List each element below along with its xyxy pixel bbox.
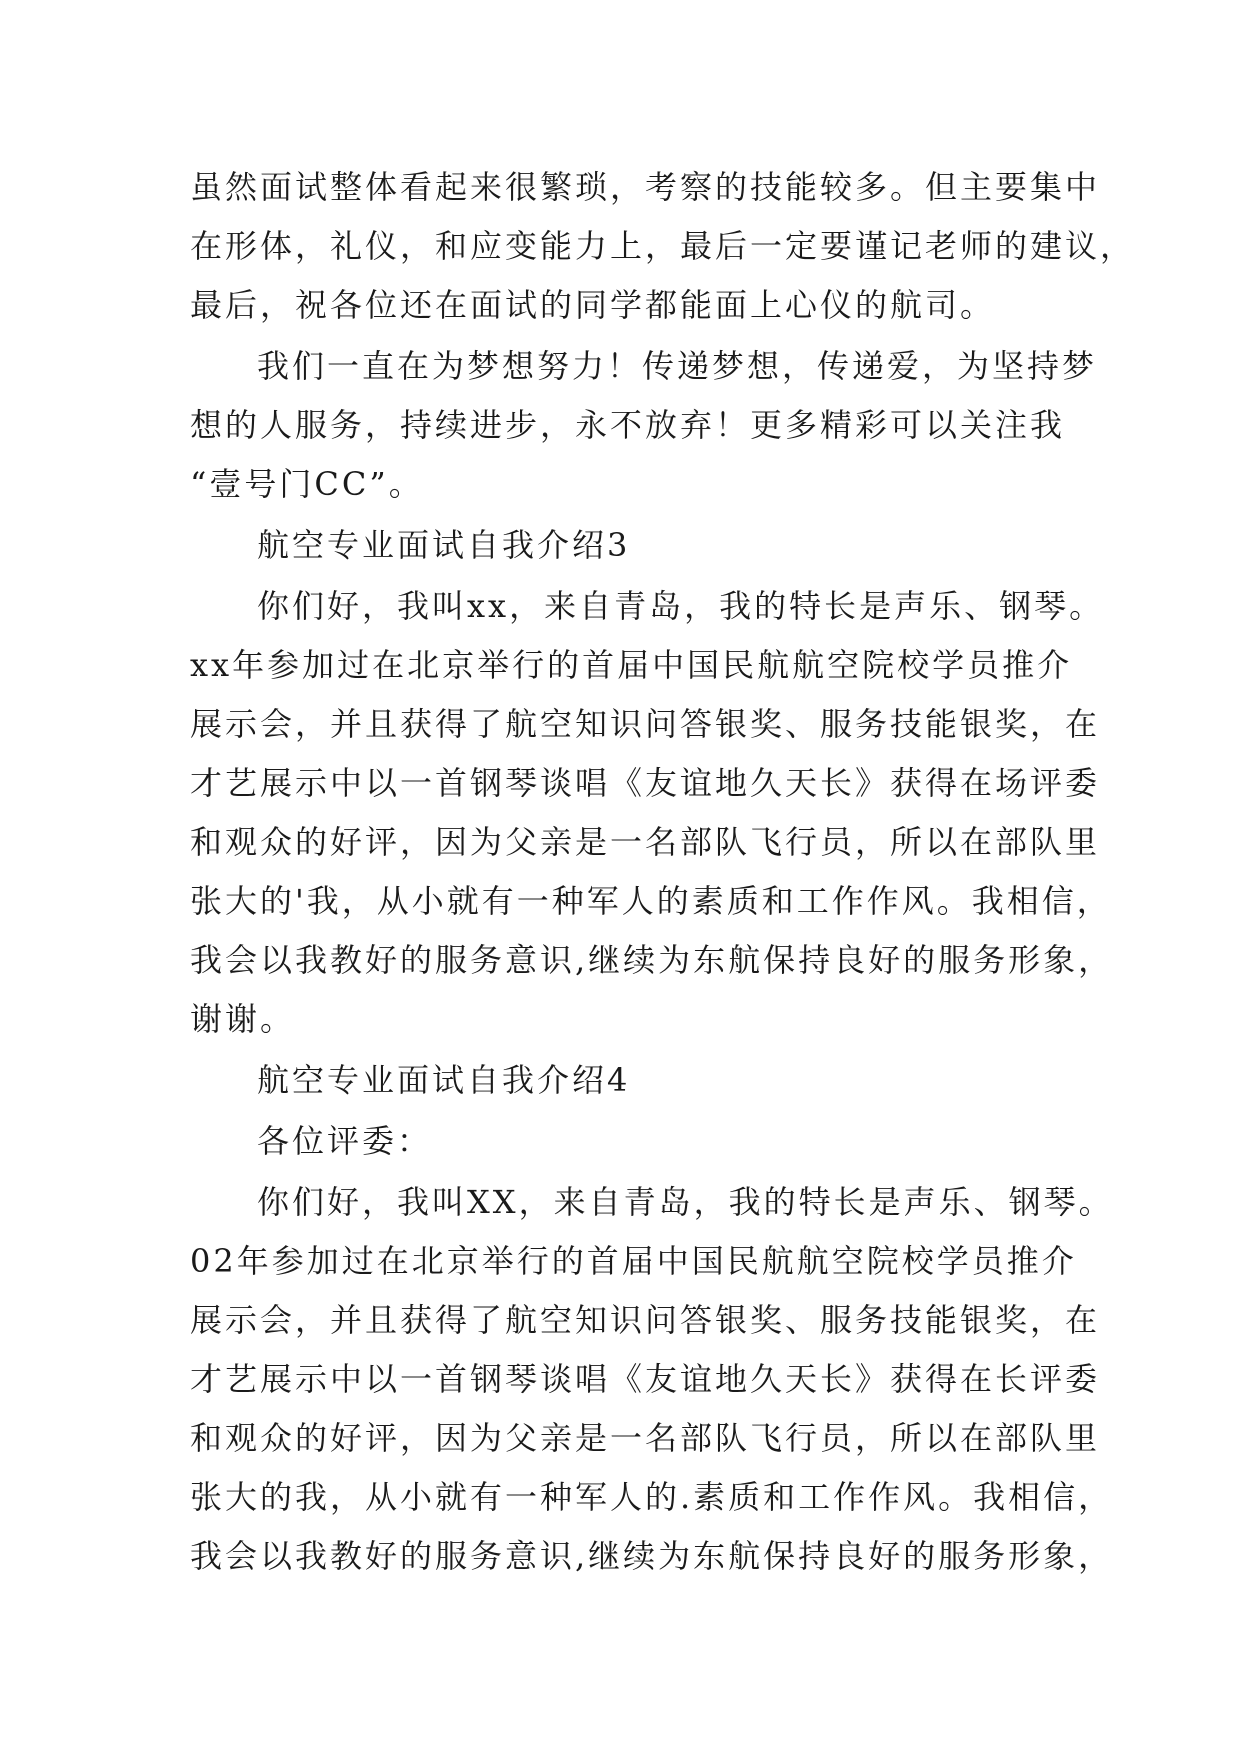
section-title: 航空专业面试自我介绍4 (257, 1061, 631, 1099)
text-line: 和观众的好评，因为父亲是一名部队飞行员，所以在部队里 (190, 1419, 1101, 1457)
text-line: 虽然面试整体看起来很繁琐，考察的技能较多。但主要集中 (190, 168, 1101, 206)
document-body (190, 158, 1136, 1586)
text-line: “壹号门CC”。 (190, 465, 424, 503)
text-line: 最后，祝各位还在面试的同学都能面上心仪的航司。 (190, 286, 996, 324)
text-line: 张大的'我，从小就有一种军人的素质和工作作风。我相信， (190, 882, 1112, 920)
text-line: xx年参加过在北京举行的首届中国民航航空院校学员推介 (190, 646, 1073, 684)
text-line: 02年参加过在北京举行的首届中国民航航空院校学员推介 (190, 1242, 1077, 1280)
text-line: 展示会，并且获得了航空知识问答银奖、服务技能银奖，在 (190, 1301, 1101, 1339)
text-line: 才艺展示中以一首钢琴谈唱《友谊地久天长》获得在场评委 (190, 764, 1101, 802)
text-line: 你们好，我叫xx，来自青岛，我的特长是声乐、钢琴。 (257, 587, 1105, 625)
paragraph-intro-4 (190, 1173, 1114, 1586)
paragraph-intro-3 (190, 577, 1114, 1049)
section-title: 航空专业面试自我介绍3 (257, 526, 631, 564)
paragraph-dream-slogan (190, 337, 1098, 514)
text-line: 各位评委： (257, 1122, 433, 1160)
greeting-line (190, 1112, 1058, 1171)
text-line: 我们一直在为梦想努力！传递梦想，传递爱，为坚持梦 (257, 347, 1098, 385)
text-line: 才艺展示中以一首钢琴谈唱《友谊地久天长》获得在长评委 (190, 1360, 1101, 1398)
text-line: 我会以我教好的服务意识,继续为东航保持良好的服务形象， (190, 1537, 1114, 1575)
text-line: 谢谢。 (190, 1000, 296, 1038)
text-line: 想的人服务，持续进步，永不放弃！更多精彩可以关注我 (190, 406, 1066, 444)
paragraph-closing-advice (190, 158, 1136, 335)
text-line: 我会以我教好的服务意识,继续为东航保持良好的服务形象， (190, 941, 1114, 979)
text-line: 在形体，礼仪，和应变能力上，最后一定要谨记老师的建议， (190, 227, 1136, 265)
text-line: 和观众的好评，因为父亲是一名部队飞行员，所以在部队里 (190, 823, 1101, 861)
text-line: 展示会，并且获得了航空知识问答银奖、服务技能银奖，在 (190, 705, 1101, 743)
section-heading-4 (190, 1051, 1058, 1110)
text-line: 张大的我，从小就有一种军人的.素质和工作作风。我相信， (190, 1478, 1114, 1516)
text-line: 你们好，我叫XX，来自青岛，我的特长是声乐、钢琴。 (257, 1183, 1114, 1221)
section-heading-3 (190, 516, 1058, 575)
